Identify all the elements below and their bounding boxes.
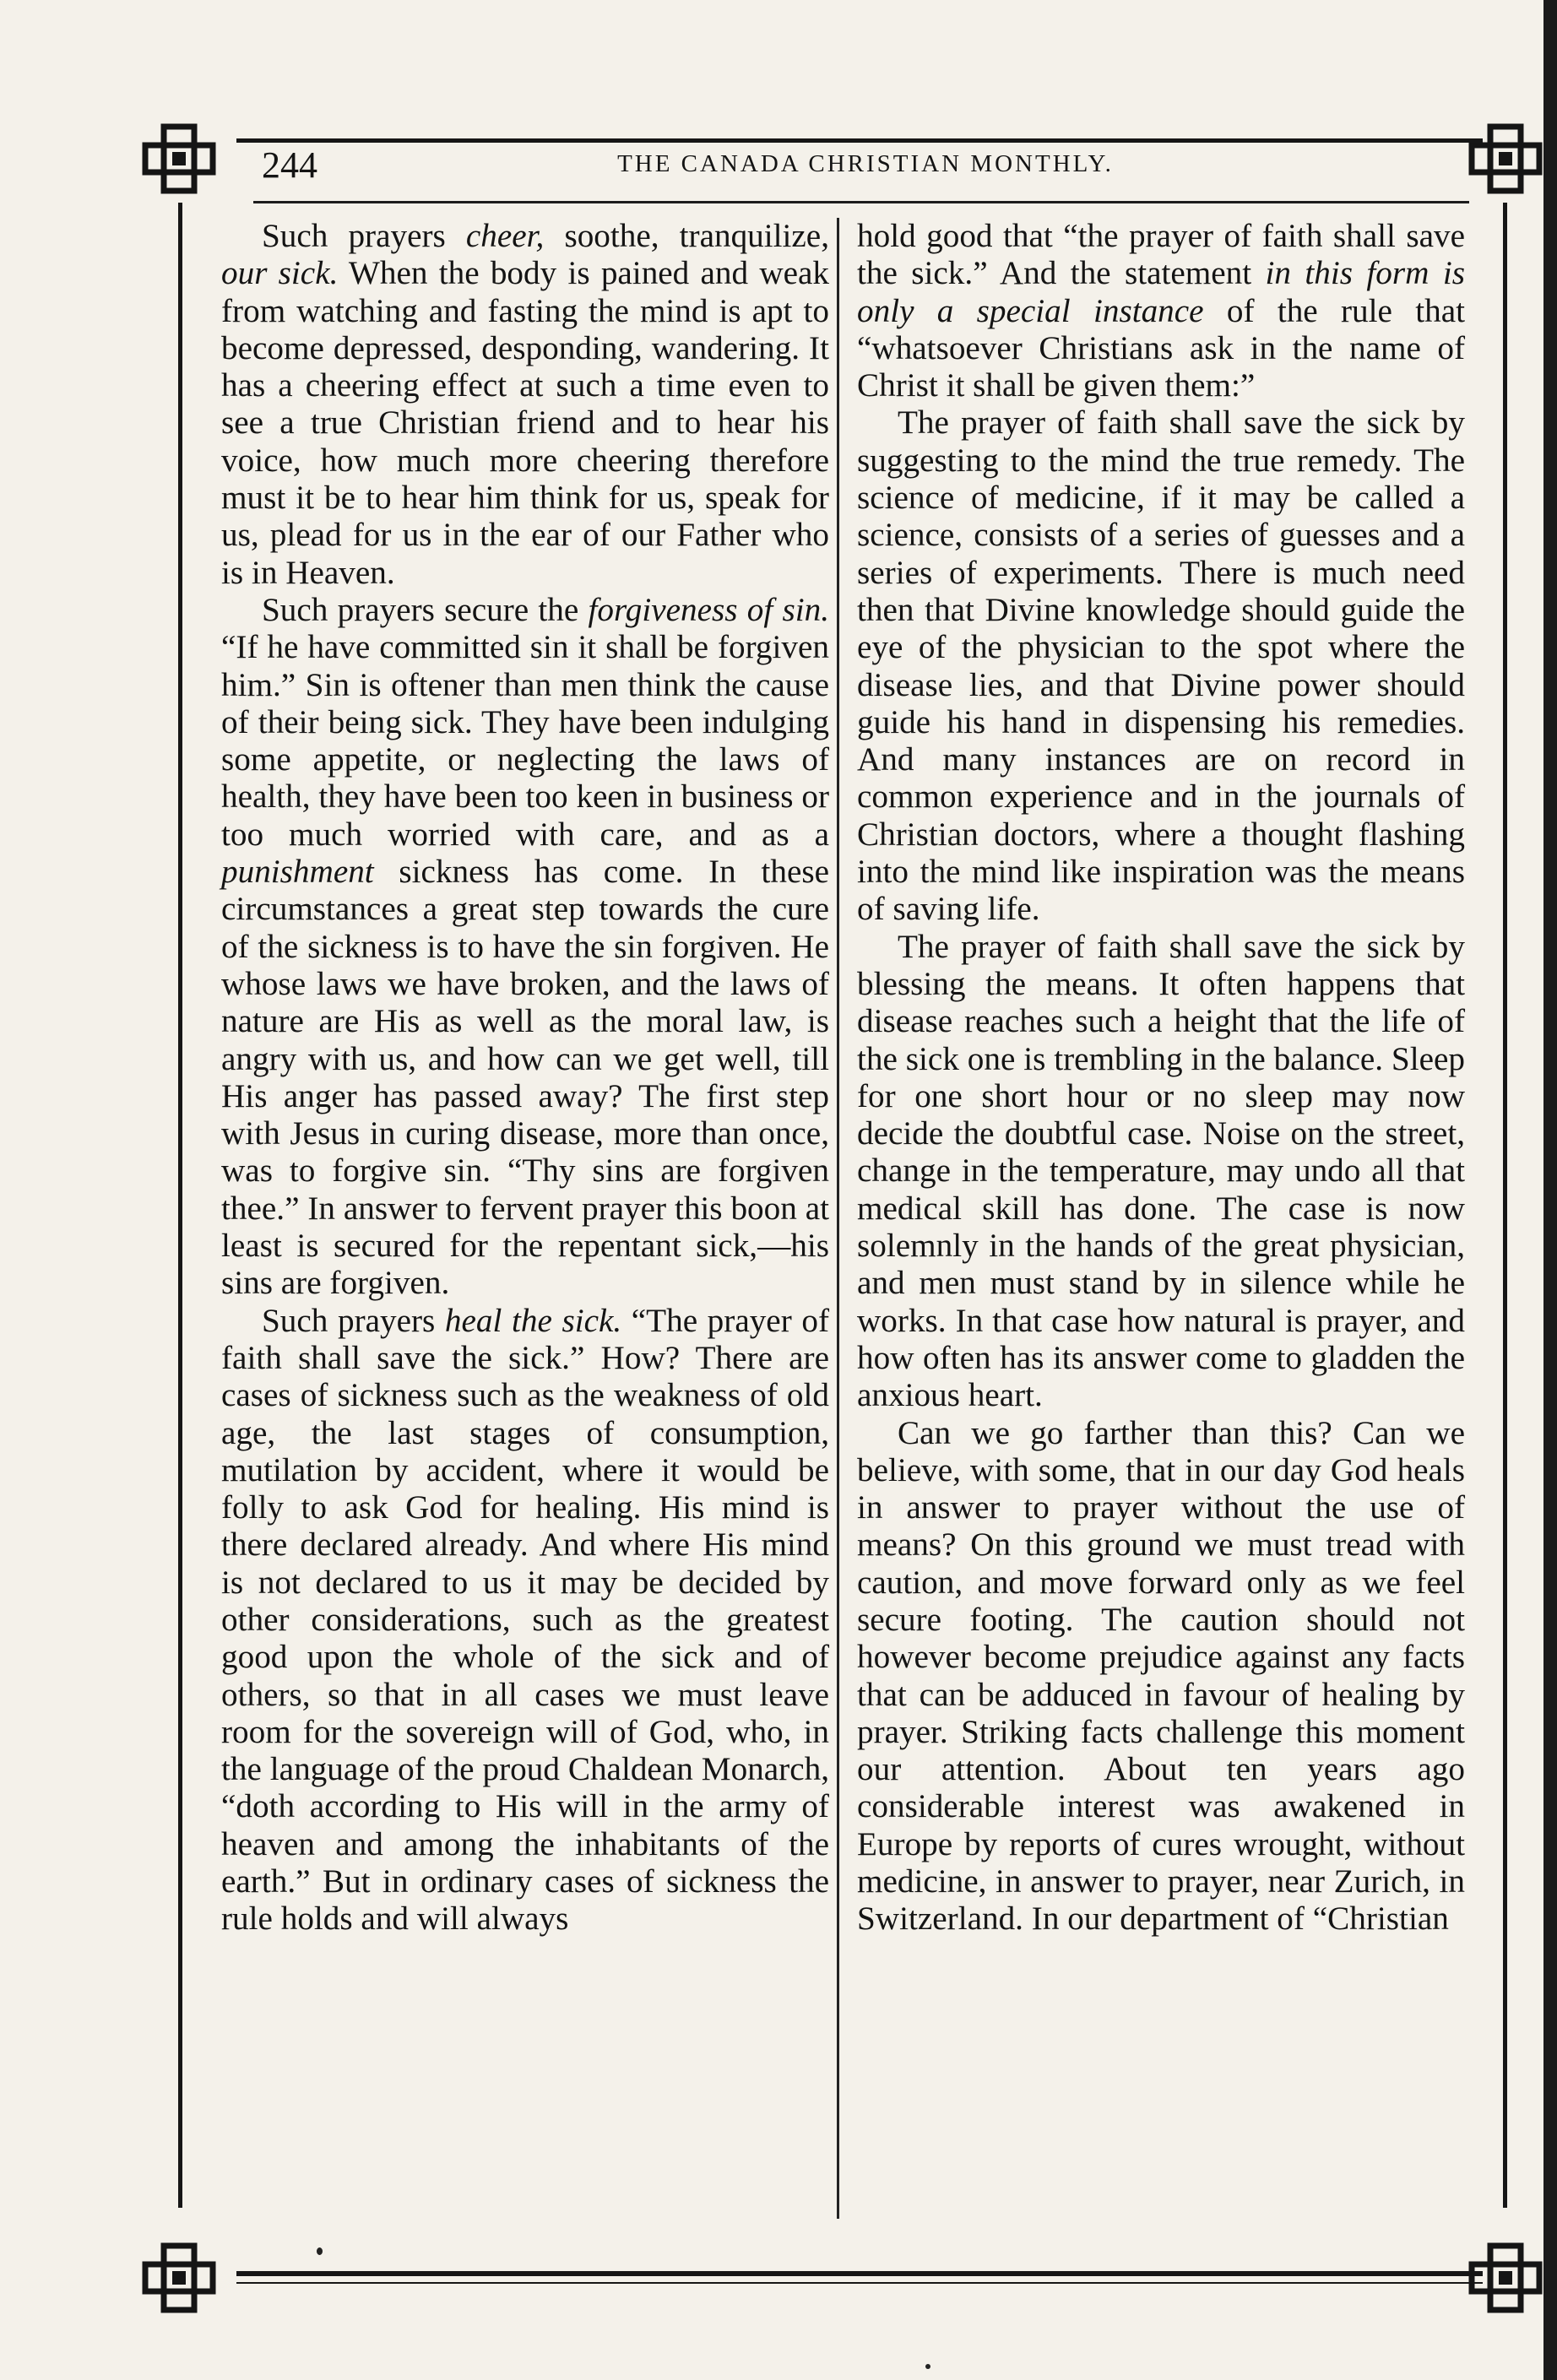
italic-text: forgiveness of sin. (588, 591, 829, 628)
paragraph (221, 592, 829, 1303)
paragraph (857, 929, 1465, 1415)
italic-text: our sick. (221, 255, 339, 292)
text-run: When the body is pained and weak from watching and fasting the mind is apt to become depressed, desponding, wandering. It has a cheering effect at such a time even to see a true Christian friend and to hear his voice, how much more cheering therefore must it be to hear him think for us, speak for us, plead for us in the ear of our Father who is in Heaven. (221, 255, 829, 591)
ink-speck (317, 2247, 323, 2255)
text-run: Such prayers (262, 1302, 445, 1339)
corner-ornament-bottom-right-icon (1465, 2237, 1546, 2318)
italic-text: in this form is only a special instance (857, 255, 1465, 329)
running-title: THE CANADA CHRISTIAN MONTHLY. (617, 150, 1114, 177)
frame-left-rule (178, 203, 182, 2208)
frame-bottom-rule-thin (236, 2282, 1483, 2284)
text-run: Such prayers secure the (262, 591, 589, 628)
text-run: Can we go farther than this? Can we believe, with some, that in our day God heals in answer to prayer without the use of means? On this ground we must tread with caution, and move forward only as we feel secure footing. The caution should not however become prejudice against any facts that can be adduced in favour of healing by prayer. Striking facts challenge this moment our attention. About ten years ago considerable interest was awakened in Europe by reports of cures wrought, without medicine, in answer to prayer, near Zurich, in Switzerland. In our department of “Christian (857, 1414, 1465, 1938)
frame-bottom-rule (236, 2271, 1483, 2276)
corner-ornament-top-left-icon (138, 118, 220, 199)
column-divider (837, 218, 839, 2219)
text-run: sickness has come. In these circumstances a great step towards the cure of the sickness is to have the sin forgiven. He whose laws we have broken, and the laws of nature are His as well as the moral law, is angry with us, and how can we get well, till His anger has passed away? The first step with Jesus in curing disease, more than once, was to forgive sin. “Thy sins are forgiven thee.” In answer to fervent prayer this boon at least is secured for the repentant sick,—his sins are forgiven. (221, 854, 829, 1302)
paragraph (221, 1303, 829, 1938)
italic-text: punishment (221, 854, 374, 891)
left-column (221, 218, 829, 1938)
paragraph (857, 218, 1465, 404)
paragraph (857, 1415, 1465, 1938)
text-run: The prayer of faith shall save the sick by suggesting to the mind the true remedy. The science of medicine, if it may be called a science, consists of a series of guesses and a series of experiments. There is much need then that Divine knowledge should guide the eye of the physician to the spot where the disease lies, and that Divine power should guide his hand in dispensing his remedies. And many instances are on record in common experience and in the journals of Christian doctors, where a thought flashing into the mind like inspiration was the means of saving life. (857, 404, 1465, 928)
right-column (857, 218, 1465, 1938)
text-run: The prayer of faith shall save the sick by blessing the means. It often happens that disease reaches such a height that the life of the sick one is trembling in the balance. Sleep for one short hour or no sleep may now decide the doubtful case. Noise on the street, change in the temperature, may undo all that medical skill has done. The case is now solemnly in the hands of the great physician, and men must stand by in silence while he works. In that case how natural is prayer, and how often has its answer come to gladden the anxious heart. (857, 928, 1465, 1414)
paragraph (857, 404, 1465, 928)
italic-text: cheer, (465, 218, 545, 254)
page-number: 244 (262, 144, 317, 186)
text-run: of the rule that “whatsoever Christians ask in the name of Christ it shall be given them:” (857, 292, 1465, 404)
text-run: soothe, tranquilize, (544, 218, 829, 254)
scan-edge-shadow (1543, 0, 1557, 2380)
text-run: hold good that “the prayer of faith shall save the sick.” And the statement (857, 218, 1465, 292)
paragraph (221, 218, 829, 592)
italic-text: heal the sick. (444, 1302, 622, 1339)
text-run: “If he have committed sin it shall be forgiven him.” Sin is oftener than men think the cause of their being sick. They have been indulging some appetite, or neglecting the laws of health, they have been too keen in business or too much worried with care, and as a (221, 629, 829, 853)
text-run: Such prayers (262, 218, 466, 254)
page-header (253, 127, 1478, 186)
frame-right-rule (1503, 203, 1507, 2208)
header-rule (253, 201, 1469, 203)
text-run: “The prayer of faith shall save the sick.” How? There are cases of sickness such as the weakness of old age, the last stages of consumption, mutilation by accident, where it would be folly to ask God for healing. His mind is there declared already. And where His mind is not declared to us it may be decided by other considerations, such as the greatest good upon the whole of the sick and of others, so that in all cases we must leave room for the sovereign will of God, who, in the language of the proud Chaldean Monarch, “doth according to His will in the army of heaven and among the inhabitants of the earth.” But in ordinary cases of sickness the rule holds and will always (221, 1302, 829, 1938)
ink-speck (925, 2364, 930, 2369)
corner-ornament-bottom-left-icon (138, 2237, 220, 2318)
